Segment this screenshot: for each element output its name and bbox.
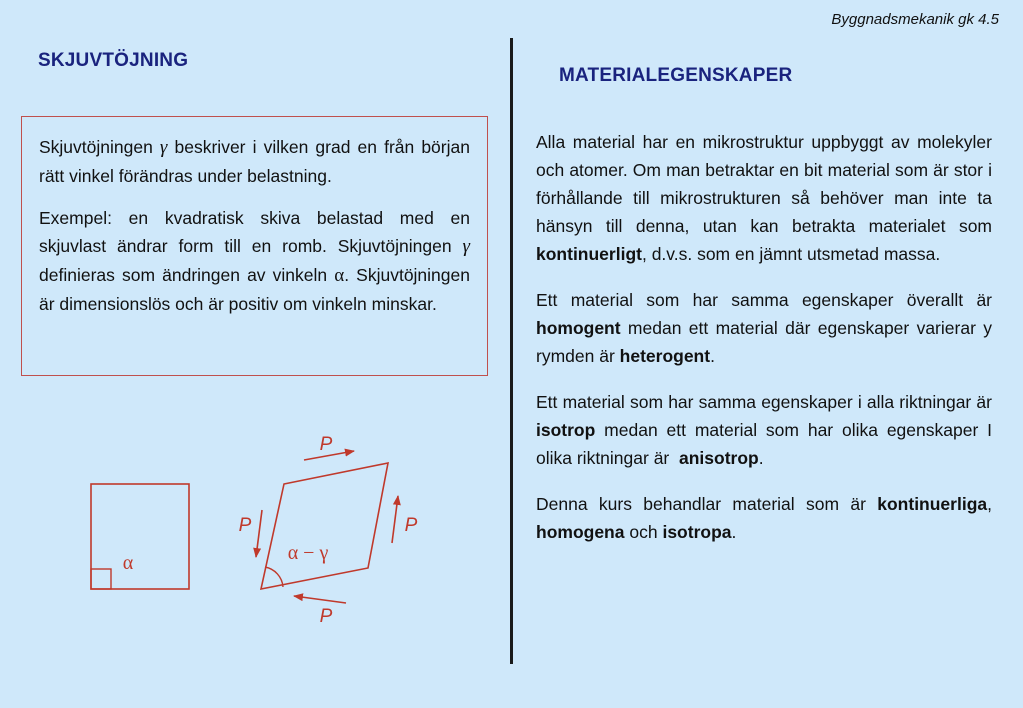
- p3-bold-1: isotrop: [536, 420, 596, 440]
- material-paragraph-1: [536, 128, 992, 268]
- gamma-symbol: γ: [462, 236, 470, 257]
- material-paragraph-4: [536, 490, 992, 546]
- p1-bold: kontinuerligt: [536, 244, 642, 264]
- p4-bold-2: homogena: [536, 522, 625, 542]
- load-label-left: P: [238, 515, 252, 536]
- load-arrow-right: [392, 496, 398, 543]
- gamma-symbol: γ: [159, 137, 168, 158]
- left-title: SKJUVTÖJNING: [38, 50, 189, 71]
- p4-text-b: ,: [987, 494, 992, 514]
- p3-text-a: Ett material som har samma egenskaper i alla riktningar är: [536, 392, 992, 412]
- p2-text-c: .: [710, 346, 715, 366]
- p2-bold-1: homogent: [536, 318, 621, 338]
- p4-text-d: .: [731, 522, 737, 542]
- rhombus-shape: [261, 463, 388, 589]
- rhombus-angle-arc: [265, 567, 283, 587]
- right-angle-marker: [91, 569, 111, 589]
- p4-bold-1: kontinuerliga: [877, 494, 988, 514]
- p2-text-b: medan ett material där egenskaper varierar y rymden är: [536, 318, 992, 366]
- p4-bold-3: isotropa: [662, 522, 732, 542]
- rhombus-angle-label: α − γ: [287, 542, 329, 564]
- p4-text-a: Denna kurs behandlar material som är: [536, 494, 866, 514]
- def-p2-text-b: definieras som ändringen av vinkeln: [39, 265, 328, 285]
- load-label-bottom: P: [319, 606, 333, 627]
- def-p2-text-a: Exempel: en kvadratisk skiva belastad med en skjuvlast ändrar form till en romb. Skjuvtöjningen: [39, 208, 470, 256]
- p3-bold-2: anisotrop: [678, 448, 759, 468]
- p1-text-a: Alla material har en mikrostruktur uppbyggt av molekyler och atomer. Om man betraktar en bit material som är stor i förhållande till mikrostrukturen så behöver man inte ta hänsyn till denna, utan kan betrakta materialet som: [536, 132, 992, 236]
- material-paragraph-2: [536, 286, 992, 370]
- header-note: Byggnadsmekanik gk 4.5: [831, 11, 999, 28]
- right-title: MATERIALEGENSKAPER: [559, 65, 793, 86]
- p3-text-b: medan ett material som har olika egenskaper I olika riktningar är: [536, 420, 992, 468]
- p2-bold-2: heterogent: [619, 346, 711, 366]
- def-p1-text-a: Skjuvtöjningen: [39, 137, 153, 157]
- p4-text-c: och: [629, 522, 658, 542]
- p3-text-c: .: [758, 448, 764, 468]
- load-label-top: P: [319, 434, 333, 455]
- load-arrow-bottom: [294, 596, 346, 603]
- def-p1-text-b: beskriver i vilken grad en från början rätt vinkel förändras under belastning.: [39, 137, 470, 186]
- p2-text-a: Ett material som har samma egenskaper överallt är: [536, 290, 992, 310]
- def-p2-text-c: . Skjuvtöjningen är dimensionslös och är positiv om vinkeln minskar.: [39, 265, 470, 314]
- load-arrow-left: [256, 510, 262, 557]
- alpha-symbol: α: [334, 265, 345, 286]
- right-column: [536, 128, 992, 546]
- square-shape: [91, 484, 189, 589]
- square-angle-label: α: [122, 552, 134, 574]
- material-paragraph-3: [536, 388, 992, 472]
- load-label-right: P: [404, 515, 418, 536]
- p1-text-b: , d.v.s. som en jämnt utsmetad massa.: [641, 244, 941, 264]
